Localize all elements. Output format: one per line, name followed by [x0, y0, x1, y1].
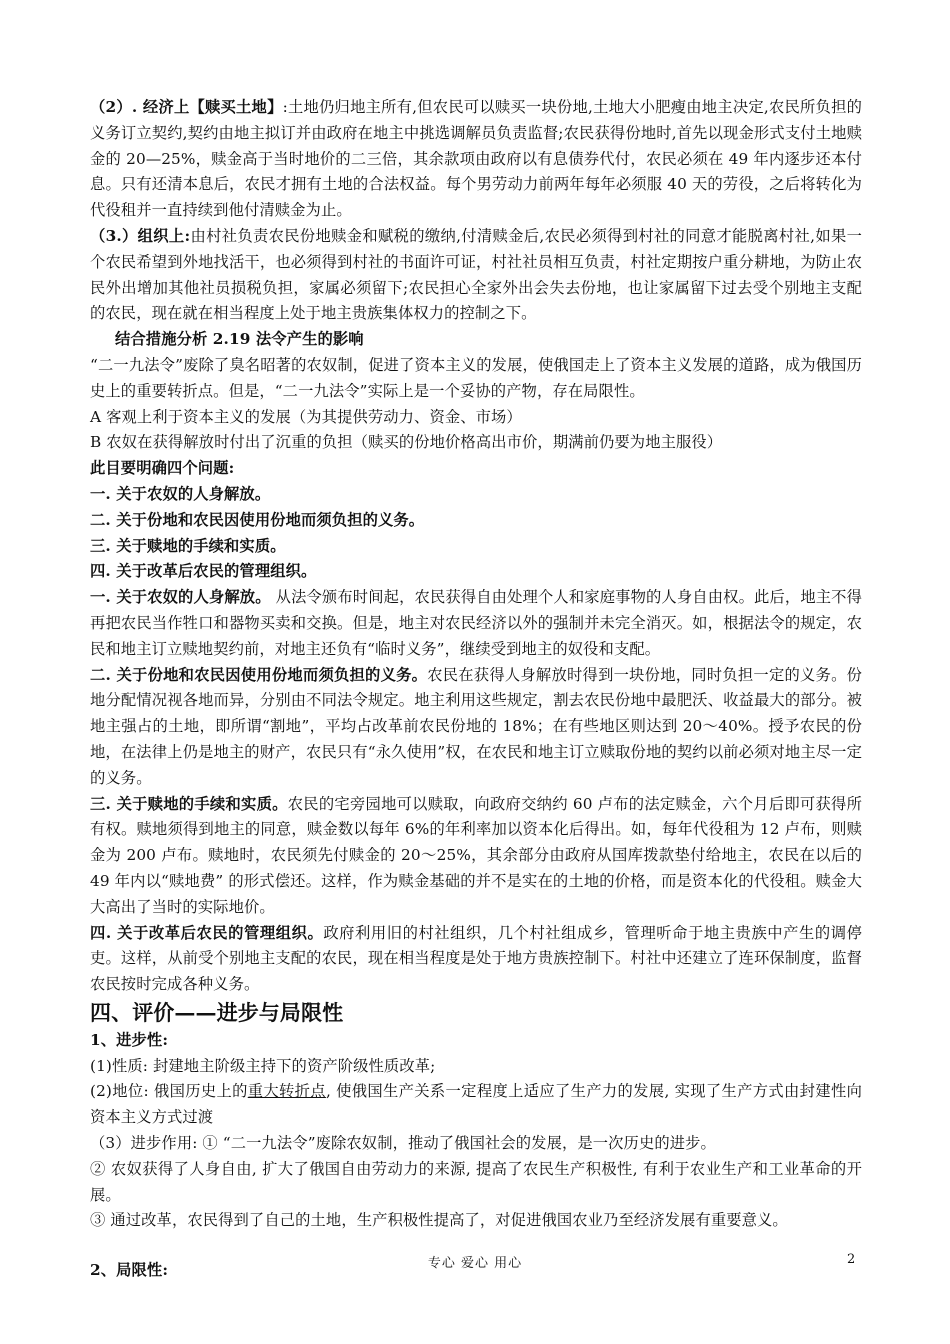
detail-text-3: 农民的宅旁园地可以赎取，向政府交纳约 60 卢布的法定赎金，六个月后即可获得所有权。赎地须得到地主的同意，赎金数以每年 6%的年利率加以资本化后得出。如，每年代役租为 12 卢布，则赎金为 200 卢布。赎地时，农民须先付赎金的 20～25%，其余部分由政府从国库拨款垫付给地主，农民在以后的 49 年内以“赎地费” 的形式偿还。这样，作为赎金基础的并不是实在的土地的价格，而是资本化的代役租。赎金大大高出了当时的实际地价。 — [90, 794, 862, 916]
organization-paragraph — [90, 224, 862, 327]
section-title: 四、评价——进步与局限性 — [90, 999, 344, 1025]
question-item-1: 一. 关于农奴的人身解放。 — [90, 484, 271, 503]
economic-label: （2）. 经济上【赎买土地】 — [90, 98, 283, 116]
detail-text-4: 政府利用旧的村社组织，几个村社组成乡，管理听命于地主贵族中产生的调停吏。这样，从前受个别地主支配的农民，现在相当程度是处于地方贵族控制下。村社中还建立了连环保制度，监督农民按时完成各种义务。 — [90, 923, 862, 994]
detail-label-4: 四. 关于改革后农民的管理组织。 — [90, 923, 324, 942]
analysis-heading: 结合措施分析 2.19 法令产生的影响 — [115, 330, 364, 349]
progress-effect-3: ③ 通过改革，农民得到了自己的土地，生产积极性提高了，对促进俄国农业乃至经济发展有重要意义。 — [90, 1211, 788, 1230]
status-underlined: 重大转折点 — [247, 1082, 326, 1101]
question-item-3: 三. 关于赎地的手续和实质。 — [90, 536, 286, 555]
page-footer — [0, 1252, 950, 1272]
detail-paragraph-4 — [90, 921, 862, 998]
page-number: 2 — [847, 1252, 856, 1267]
question-item-4: 四. 关于改革后农民的管理组织。 — [90, 562, 317, 581]
question-item-2: 二. 关于份地和农民因使用份地而须负担的义务。 — [90, 510, 425, 529]
detail-text-1: 从法令颁布时间起，农民获得自由处理个人和家庭事物的人身自由权。此后，地主不得再把农民当作牲口和器物买卖和交换。但是，地主对农民经济以外的强制并未完全消灭。如，根据法令的规定，农民和地主订立赎地契约前，对地主还负有“临时义务”，继续受到地主的奴役和支配。 — [90, 588, 863, 658]
status-suffix: , 使俄国生产关系一定程度上适应了生产力的发展, 实现了生产方式由封建性向资本主义方式过渡 — [90, 1082, 862, 1127]
progress-effect: （3）进步作用: ① “二一九法令”废除农奴制，推动了俄国社会的发展，是一次历史的进步。 — [90, 1134, 716, 1153]
detail-label-2: 二. 关于份地和农民因使用份地而须负担的义务。 — [90, 665, 428, 684]
progress-heading: 1、进步性: — [90, 1030, 169, 1049]
organization-label: （3.）组织上: — [90, 226, 191, 245]
point-a: A 客观上利于资本主义的发展（为其提供劳动力、资金、市场） — [90, 407, 522, 426]
point-b: B 农奴在获得解放时付出了沉重的负担（赎买的份地价格高出市价，期满前仍要为地主服役） — [90, 433, 723, 452]
analysis-text: “二一九法令”废除了臭名昭著的农奴制，促进了资本主义的发展，使俄国走上了资本主义发展的道路，成为俄国历史上的重要转折点。但是，“二一九法令”实际上是一个妥协的产物，存在局限性。 — [90, 355, 862, 400]
detail-paragraph-3 — [90, 792, 862, 921]
economic-paragraph — [90, 95, 862, 224]
detail-paragraph-2 — [90, 663, 862, 792]
organization-text: 由村社负责农民份地赎金和赋税的缴纳,付清赎金后,农民必须得到村社的同意才能脱离村社,如果一个农民希望到外地找活干，也必须得到村社的书面许可证，村社社员相互负责，村社定期按户重分耕地，为防止农民外出增加其他社员损税负担，家属必须留下;农民担心全家外出会失去份地，也让家属留下过去受个别地主支配的农民，现在就在相当程度上处于地主贵族集体权力的控制之下。 — [90, 226, 862, 323]
detail-paragraph-1 — [90, 585, 862, 662]
four-questions-intro: 此目要明确四个问题: — [90, 459, 235, 478]
status-prefix: (2)地位: 俄国历史上的 — [90, 1082, 248, 1101]
progress-status — [90, 1079, 862, 1131]
detail-label-3: 三. 关于赎地的手续和实质。 — [90, 794, 288, 813]
progress-effect-2: ② 农奴获得了人身自由, 扩大了俄国自由劳动力的来源, 提高了农民生产积极性, 有利于农业生产和工业革命的开展。 — [90, 1159, 862, 1204]
detail-label-1: 一. 关于农奴的人身解放。 — [90, 588, 271, 607]
progress-nature: (1)性质: 封建地主阶级主持下的资产阶级性质改革; — [90, 1056, 436, 1075]
limitation-heading: 2、局限性: — [90, 1261, 169, 1280]
document-body — [90, 95, 862, 1284]
footer-motto: 专心 爱心 用心 — [427, 1256, 523, 1271]
economic-text: :土地仍归地主所有,但农民可以赎买一块份地,土地大小肥瘦由地主决定,农民所负担的义务订立契约,契约由地主拟订并由政府在地主中挑选调解员负责监督;农民获得份地时,首先以现金形式支付土地赎金的 20—25%，赎金高于当时地价的二三倍，其余款项由政府以有息债券代付，农民必须在 49 年内逐步还本付息。只有还清本息后，农民才拥有土地的合法权益。每个男劳动力前两年每年必须服 40 天的劳役，之后将转化为代役租并一直持续到他付清赎金为止。 — [90, 98, 862, 220]
detail-text-2: 农民在获得人身解放时得到一块份地，同时负担一定的义务。份地分配情况视各地而异，分别由不同法令规定。地主利用这些规定，割去农民份地中最肥沃、收益最大的部分。被地主强占的土地，即所谓“割地”，平均占改革前农民份地的 18%；在有些地区则达到 20～40%。授予农民的份地，在法律上仍是地主的财产，农民只有“永久使用”权，在农民和地主订立赎取份地的契约以前必须对地主尽一定的义务。 — [90, 665, 863, 787]
